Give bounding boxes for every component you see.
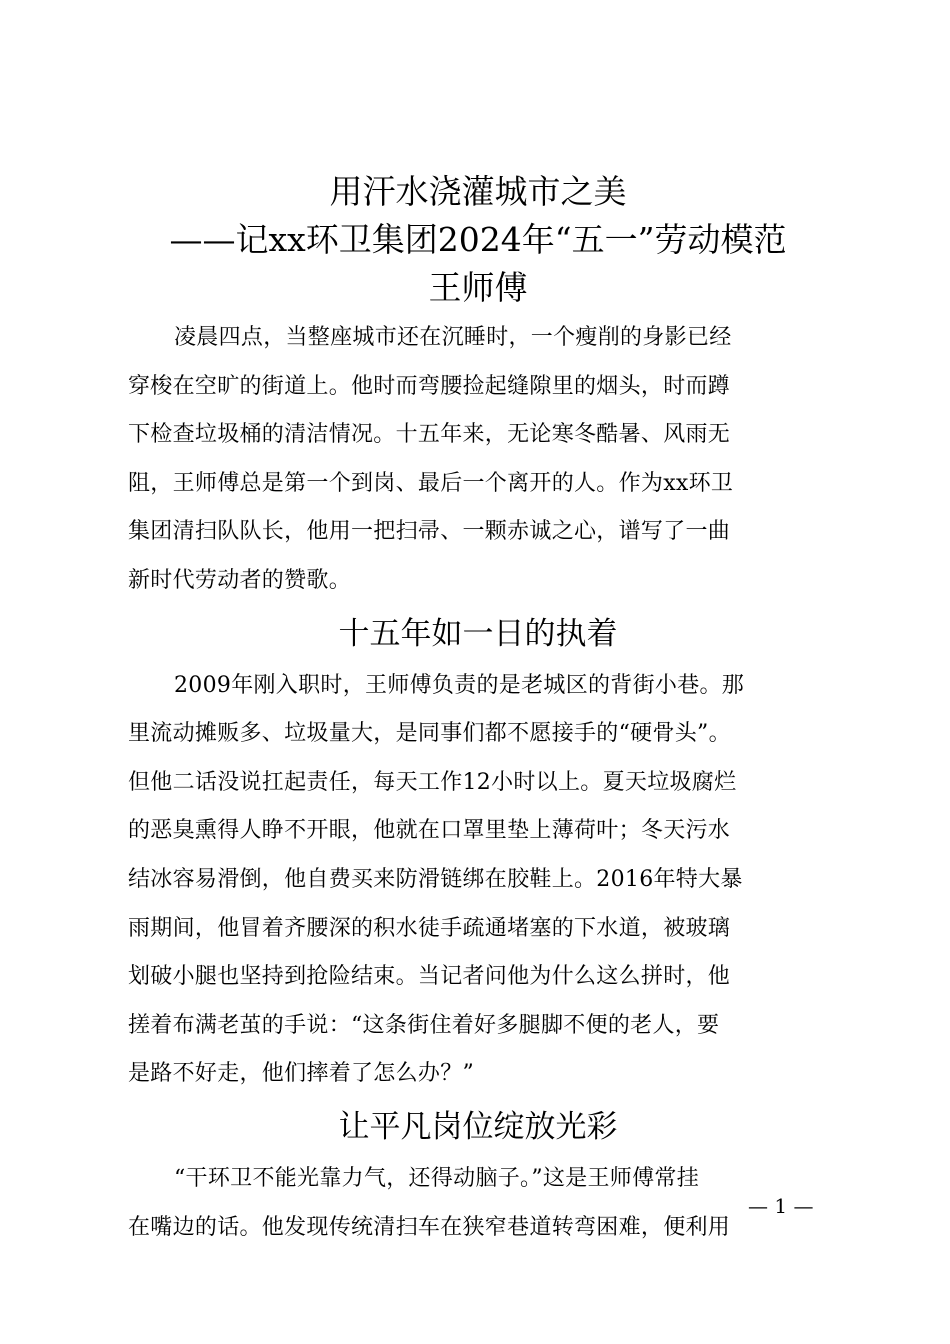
title-line-2: ——记xx环卫集团2024年“五一”劳动模范 xyxy=(169,220,787,259)
intro-paragraph xyxy=(128,314,828,606)
text-line: 结冰容易滑倒，他自费买来防滑链绑在胶鞋上。2016年特大暴 xyxy=(128,866,743,892)
text-line: 2009年刚入职时，王师傅负责的是老城区的背街小巷。那 xyxy=(174,672,745,698)
text-line: 但他二话没说扛起责任，每天工作12小时以上。夏天垃圾腐烂 xyxy=(128,769,737,795)
text-line: 的恶臭熏得人睁不开眼，他就在口罩里垫上薄荷叶；冬天污水 xyxy=(128,818,731,844)
text-line: 新时代劳动者的赞歌。 xyxy=(128,567,352,593)
section-1-paragraph xyxy=(128,662,828,1099)
document-body xyxy=(128,168,828,1252)
text-line: 穿梭在空旷的街道上。他时而弯腰捡起缝隙里的烟头，时而蹲 xyxy=(128,373,731,399)
text-line: 雨期间，他冒着齐腰深的积水徒手疏通堵塞的下水道，被玻璃 xyxy=(128,915,731,941)
section-heading-2: 让平凡岗位绽放光彩 xyxy=(338,1108,618,1145)
title-line-3: 王师傅 xyxy=(428,268,528,307)
text-line: 划破小腿也坚持到抢险结束。当记者问他为什么这么拼时，他 xyxy=(128,964,731,990)
text-line: 下检查垃圾桶的清洁情况。十五年来，无论寒冬酷暑、风雨无 xyxy=(128,422,731,448)
text-line: “干环卫不能光靠力气，还得动脑子。”这是王师傅常挂 xyxy=(174,1165,699,1191)
text-line: 在嘴边的话。他发现传统清扫车在狭窄巷道转弯困难，便利用 xyxy=(128,1214,731,1240)
title-line-1: 用汗水浇灌城市之美 xyxy=(329,172,627,211)
page-number: — 1 — xyxy=(748,1194,814,1218)
text-line: 集团清扫队队长，他用一把扫帚、一颗赤诚之心，谱写了一曲 xyxy=(128,519,731,545)
text-line: 阻，王师傅总是第一个到岗、最后一个离开的人。作为xx环卫 xyxy=(128,470,734,496)
section-2-paragraph xyxy=(128,1155,828,1252)
section-heading-1: 十五年如一日的执着 xyxy=(338,615,618,652)
text-line: 是路不好走，他们摔着了怎么办？” xyxy=(128,1061,475,1087)
text-line: 凌晨四点，当整座城市还在沉睡时，一个瘦削的身影已经 xyxy=(174,325,732,350)
text-line: 搓着布满老茧的手说：“这条街住着好多腿脚不便的老人，要 xyxy=(128,1012,720,1038)
text-line: 里流动摊贩多、垃圾量大，是同事们都不愿接手的“硬骨头”。 xyxy=(128,721,731,747)
